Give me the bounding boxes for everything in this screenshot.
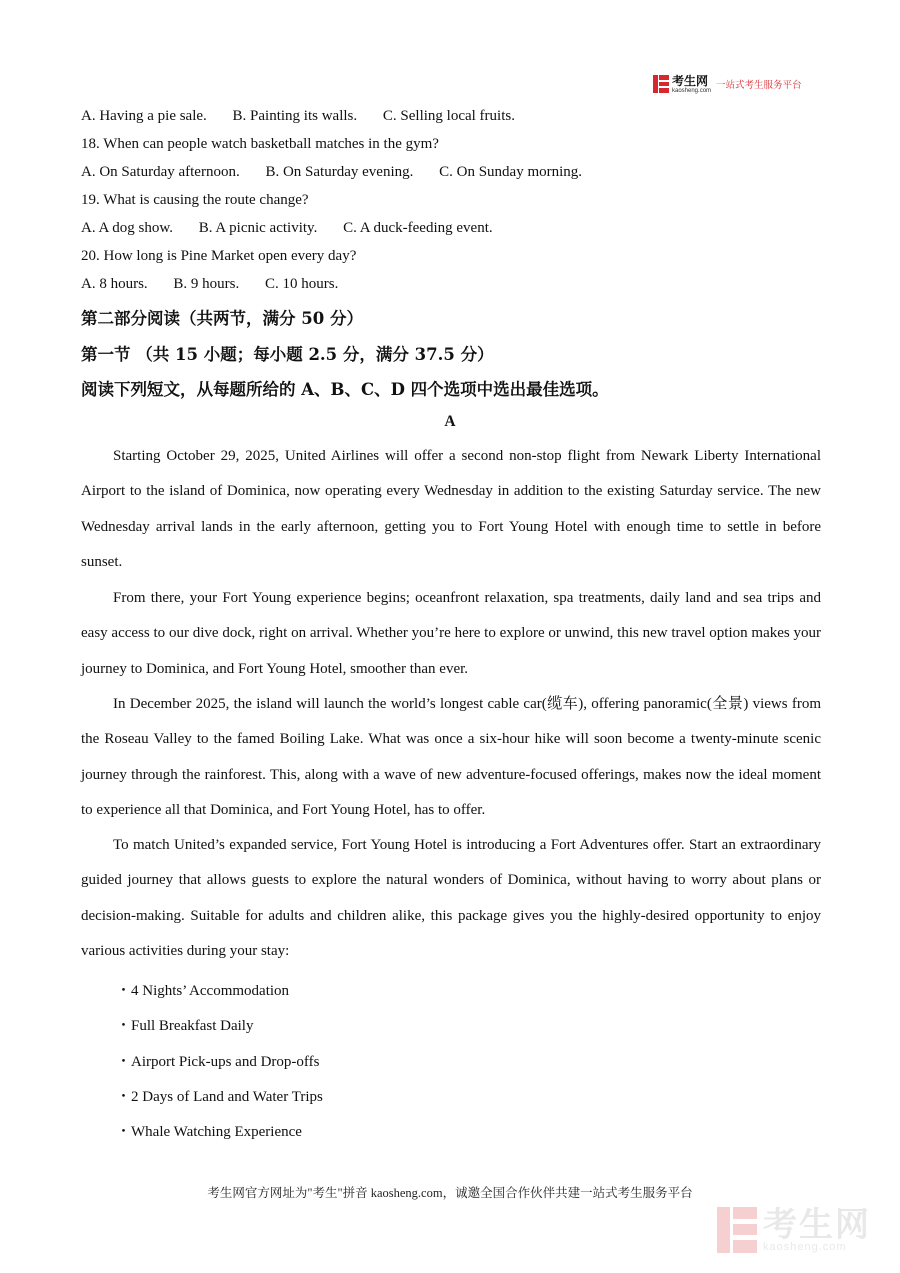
option: B. A picnic activity. xyxy=(198,220,318,236)
q20-options xyxy=(81,274,360,294)
list-item: ・4 Nights’ Accommodation xyxy=(116,983,290,999)
option: A. A dog show. xyxy=(81,220,173,236)
question-18: 18. When can people watch basketball matches in the gym? xyxy=(81,136,439,152)
logo-slogan: 一站式考生服务平台 xyxy=(716,80,802,91)
option: C. 10 hours. xyxy=(265,276,339,292)
option: B. On Saturday evening. xyxy=(265,164,414,180)
option: A. Having a pie sale. xyxy=(81,108,207,124)
paragraph-3: In December 2025, the island will launch the world’s longest cable car(缆车), offering panoramic(全景) views from the Roseau Valley to the famed Boiling Lake. What was once a six-hour hike will soon become a twenty-minute scenic journey through the rainforest. This, along with a wave of new adventure-focused offerings, makes now the ideal moment to experience all that Dominica, and Fort Young Hotel, has to offer. xyxy=(81,696,821,819)
watermark-name: 考生网 xyxy=(763,1205,871,1244)
reading-instruction: 阅读下列短文，从每题所给的 A、B、C、D 四个选项中选出最佳选项。 xyxy=(81,380,609,399)
header-logo xyxy=(653,73,802,95)
option: A. 8 hours. xyxy=(81,276,148,292)
option: C. Selling local fruits. xyxy=(382,108,515,124)
paragraph-1: Starting October 29, 2025, United Airlines will offer a second non-stop flight from Newark Liberty International Airport to the island of Dominica, now operating every Wednesday in addition to the existing Saturday service. The new Wednesday arrival lands in the early afternoon, getting you to Fort Young Hotel with enough time to settle in before sunset. xyxy=(81,448,821,571)
logo-name: 考生网 xyxy=(672,73,709,88)
q19-options xyxy=(81,218,515,238)
option: B. Painting its walls. xyxy=(232,108,358,124)
option: C. On Sunday morning. xyxy=(439,164,583,180)
watermark xyxy=(717,1205,871,1255)
q17-options xyxy=(81,106,537,126)
option: A. On Saturday afternoon. xyxy=(81,164,240,180)
logo-domain: kaosheng.com xyxy=(672,87,712,94)
section-title: 第一节 （共 15 小题；每小题 2.5 分，满分 37.5 分） xyxy=(81,345,494,364)
option: B. 9 hours. xyxy=(173,276,240,292)
passage-label: A xyxy=(444,413,456,430)
paragraph-4: To match United’s expanded service, Fort Young Hotel is introducing a Fort Adventures offer. Start an extraordinary guided journey that allows guests to explore the natural wonders of Dominica, without having to worry about plans or decision-making. Suitable for adults and children alike, this package gives you the highly-desired opportunity to enjoy various activities during your stay: xyxy=(81,837,821,960)
watermark-domain: kaosheng.com xyxy=(763,1240,847,1253)
part-title: 第二部分阅读（共两节，满分 50 分） xyxy=(81,309,363,328)
question-19: 19. What is causing the route change? xyxy=(81,192,309,208)
question-20: 20. How long is Pine Market open every day? xyxy=(81,248,357,264)
q18-options xyxy=(81,162,604,182)
list-item: ・Airport Pick-ups and Drop-offs xyxy=(116,1054,320,1070)
list-item: ・Whale Watching Experience xyxy=(116,1124,302,1140)
paragraph-2: From there, your Fort Young experience begins; oceanfront relaxation, spa treatments, daily land and sea trips and easy access to our dive dock, right on arrival. Whether you’re here to explore or unwind, this new travel option makes your journey to Dominica, and Fort Young Hotel, smoother than ever. xyxy=(81,590,821,677)
watermark-logo-icon xyxy=(717,1207,757,1253)
page-footer: 考生网官方网址为"考生"拼音 kaosheng.com，诚邀全国合作伙伴共建一站式考生服务平台 xyxy=(207,1186,693,1200)
option: C. A duck-feeding event. xyxy=(343,220,493,236)
logo-mark-icon xyxy=(653,75,669,93)
list-item: ・2 Days of Land and Water Trips xyxy=(116,1089,323,1105)
list-item: ・Full Breakfast Daily xyxy=(116,1018,254,1034)
